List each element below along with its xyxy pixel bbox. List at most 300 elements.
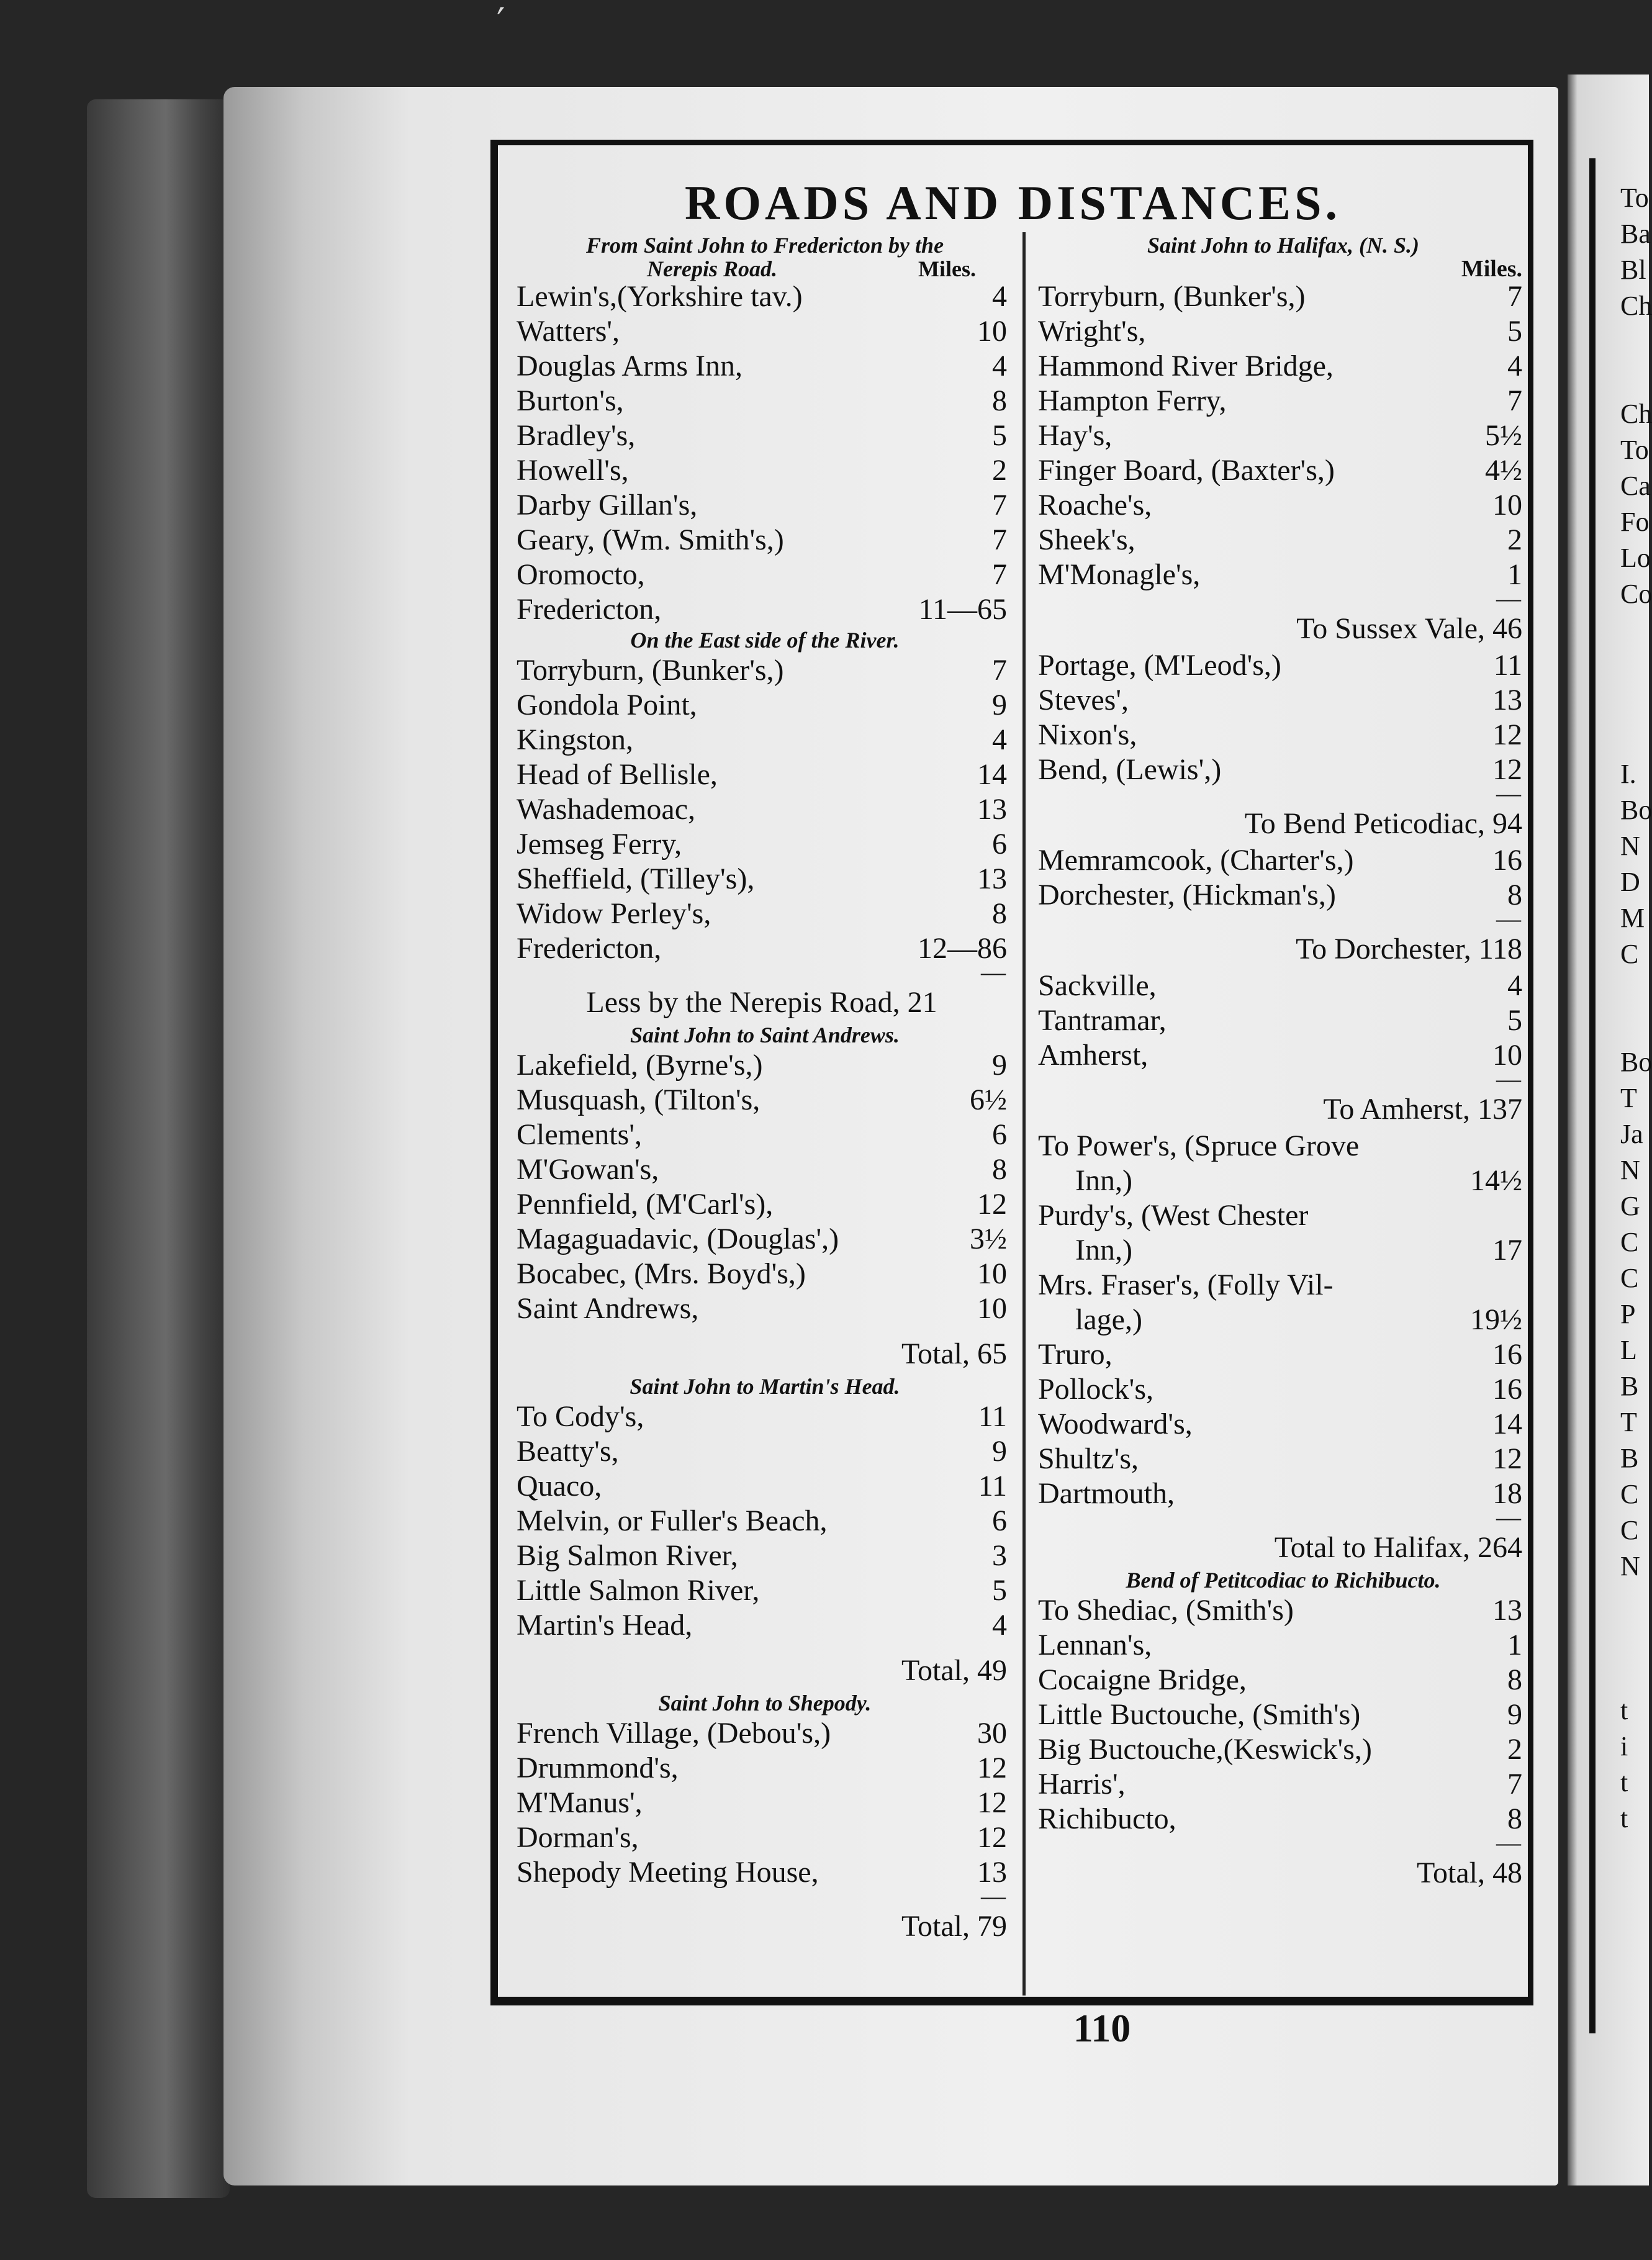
distance-row: [1038, 1337, 1528, 1372]
adjacent-page-fragment: M: [1620, 903, 1645, 933]
shepody-list: [517, 1716, 1013, 1890]
adjacent-page-fragment: t: [1620, 1767, 1628, 1797]
place-name: Widow Perley's,: [517, 897, 711, 930]
distance-row: [517, 1469, 1013, 1504]
halifax-list-5-wrapped: [1038, 1129, 1528, 1337]
section-heading-cont: Nerepis Road.: [647, 256, 777, 281]
miles-value: 19½: [1470, 1303, 1522, 1336]
miles-value: 5½: [1485, 419, 1522, 452]
total-rule: —: [1496, 905, 1521, 933]
distance-row: [1038, 1407, 1528, 1442]
section-subtotal: To Bend Peticodiac, 94: [1244, 807, 1522, 840]
distance-row: [1038, 1697, 1528, 1732]
distance-row: [1038, 453, 1528, 488]
place-name: Jemseg Ferry,: [517, 828, 682, 861]
distance-row: [517, 314, 1013, 349]
place-name: Nixon's,: [1038, 718, 1137, 751]
adjacent-page-fragment: [1620, 972, 1649, 1008]
halifax-list-5: [1038, 1337, 1528, 1511]
adjacent-page-fragment: [1620, 324, 1649, 360]
place-name: Oromocto,: [517, 558, 645, 591]
place-name: Harris',: [1038, 1768, 1126, 1801]
place-name: Finger Board, (Baxter's,): [1038, 454, 1335, 487]
section-subtotal: To Dorchester, 118: [1296, 933, 1522, 965]
place-name: Big Buctouche,(Keswick's,): [1038, 1733, 1372, 1766]
adjacent-page-fragment: N: [1620, 1551, 1640, 1581]
place-name-continued: Inn,): [1075, 1164, 1132, 1197]
distance-row: [1038, 1442, 1528, 1476]
section-heading: Saint John to Martin's Head.: [630, 1374, 900, 1399]
section-total: Total, 48: [1417, 1856, 1522, 1889]
miles-value: 9: [992, 1049, 1007, 1082]
adjacent-page-fragment: G: [1620, 1191, 1640, 1221]
distance-row: [1038, 1003, 1528, 1038]
miles-value: 14: [977, 758, 1007, 791]
distance-row: [517, 653, 1013, 688]
miles-value: 5: [1507, 1004, 1522, 1037]
distance-row: [1038, 314, 1528, 349]
place-name: Geary, (Wm. Smith's,): [517, 523, 784, 556]
adjacent-page-fragment: To: [1620, 183, 1649, 213]
distance-row: [517, 862, 1013, 897]
place-name: Dorman's,: [517, 1821, 639, 1854]
total-rule: —: [1496, 584, 1521, 612]
adjacent-page-fragment: t: [1620, 1803, 1628, 1833]
distance-row: [517, 523, 1013, 558]
place-name: Sheek's,: [1038, 523, 1135, 556]
miles-value: 3½: [970, 1223, 1007, 1255]
miles-value: 3: [992, 1539, 1007, 1572]
distance-row: [517, 1048, 1013, 1083]
distance-row: [517, 1291, 1013, 1326]
place-name: Pollock's,: [1038, 1373, 1153, 1406]
adjacent-page-fragment: t: [1620, 1695, 1628, 1725]
distance-row: [1038, 1732, 1528, 1767]
adjacent-page-fragment: Lo: [1620, 543, 1651, 573]
miles-value: 6: [992, 828, 1007, 861]
page-title: ROADS AND DISTANCES.: [685, 176, 1341, 230]
richibucto-list: [1038, 1593, 1528, 1837]
distance-row: [1038, 1129, 1528, 1164]
miles-value: 13: [1492, 1594, 1522, 1627]
adjacent-page-fragment: I.: [1620, 759, 1636, 789]
place-name: Sackville,: [1038, 969, 1157, 1002]
halifax-list-3: [1038, 843, 1528, 913]
distance-row: [517, 827, 1013, 862]
section-heading: From Saint John to Fredericton by the: [585, 233, 944, 258]
saint-andrews-list: [517, 1048, 1013, 1326]
miles-value: 10: [1492, 489, 1522, 522]
miles-value: 4: [992, 280, 1007, 313]
distance-row: [1038, 523, 1528, 558]
adjacent-page-fragment: B: [1620, 1371, 1639, 1401]
place-name: Portage, (M'Leod's,): [1038, 649, 1281, 682]
adjacent-page-fragment: Bo: [1620, 795, 1652, 825]
place-name: Fredericton,: [517, 593, 662, 626]
adjacent-page-fragment: [1620, 612, 1649, 648]
miles-value: 11: [1493, 649, 1522, 682]
miles-value: 18: [1492, 1477, 1522, 1510]
place-name: Magaguadavic, (Douglas',): [517, 1223, 839, 1255]
miles-value: 6½: [970, 1083, 1007, 1116]
distance-row-continued: [1038, 1303, 1528, 1337]
miles-value: 5: [992, 419, 1007, 452]
place-name: Martin's Head,: [517, 1609, 693, 1642]
distance-row: [517, 1083, 1013, 1118]
place-name-continued: Inn,): [1075, 1234, 1132, 1267]
distance-row: [1038, 843, 1528, 878]
miles-value: 4: [992, 350, 1007, 382]
miles-value: 10: [977, 315, 1007, 348]
total-rule: —: [981, 1882, 1006, 1910]
miles-value: 8: [1507, 879, 1522, 911]
book-binding: [87, 99, 230, 2198]
adjacent-page-fragment: Bl: [1620, 255, 1646, 285]
adjacent-page-fragment: T: [1620, 1083, 1637, 1113]
miles-value: 2: [1507, 1733, 1522, 1766]
adjacent-page-fragment: [1620, 360, 1649, 396]
distance-row: [517, 897, 1013, 931]
miles-value: 7: [1507, 384, 1522, 417]
miles-value: 9: [992, 689, 1007, 721]
distance-row: [1038, 753, 1528, 787]
adjacent-page-fragment: [1620, 648, 1649, 684]
distance-row: [517, 792, 1013, 827]
place-name: Lakefield, (Byrne's,): [517, 1049, 763, 1082]
place-name: Burton's,: [517, 384, 624, 417]
place-name: Dorchester, (Hickman's,): [1038, 879, 1336, 911]
place-name: M'Gowan's,: [517, 1153, 659, 1186]
adjacent-page-fragment: C: [1620, 1479, 1639, 1509]
adjacent-page-text: [1620, 180, 1652, 1873]
miles-value: 13: [1492, 684, 1522, 716]
distance-row: [517, 1222, 1013, 1257]
miles-value: 4: [992, 723, 1007, 756]
section-total: Total, 49: [901, 1654, 1007, 1687]
distance-row: [517, 1855, 1013, 1890]
adjacent-page-fragment: [1620, 1584, 1649, 1620]
miles-value: 9: [992, 1435, 1007, 1468]
miles-value: 14½: [1470, 1164, 1522, 1197]
place-name: Douglas Arms Inn,: [517, 350, 742, 382]
section-heading: Saint John to Shepody.: [658, 1691, 872, 1715]
distance-row: [1038, 1628, 1528, 1663]
place-name: Hammond River Bridge,: [1038, 350, 1334, 382]
miles-value: 8: [992, 1153, 1007, 1186]
miles-value: 12: [977, 1752, 1007, 1784]
miles-label: Miles.: [918, 256, 976, 281]
adjacent-page-fragment: [1620, 720, 1649, 756]
distance-row-continued: [1038, 1164, 1528, 1198]
adjacent-page-fragment: [1620, 1837, 1649, 1873]
distance-row: [517, 1399, 1013, 1434]
adjacent-page-fragment: Ja: [1620, 1119, 1643, 1149]
place-name: Head of Bellisle,: [517, 758, 718, 791]
miles-value: 1: [1507, 1629, 1522, 1661]
miles-value: 12: [977, 1821, 1007, 1854]
halifax-list-1: [1038, 279, 1528, 592]
place-name: Steves',: [1038, 684, 1129, 716]
adjacent-page-fragment: T: [1620, 1407, 1637, 1437]
miles-value: 13: [977, 862, 1007, 895]
place-name: Beatty's,: [517, 1435, 619, 1468]
section-total: Total to Halifax, 264: [1274, 1531, 1522, 1564]
miles-value: 4½: [1485, 454, 1522, 487]
miles-value: 9: [1507, 1698, 1522, 1731]
place-name: Torryburn, (Bunker's,): [517, 654, 784, 687]
adjacent-page-fragment: B: [1620, 1443, 1639, 1473]
place-name: Lewin's,(Yorkshire tav.): [517, 280, 803, 313]
distance-row: [517, 1716, 1013, 1751]
miles-value: 11: [978, 1470, 1007, 1503]
distance-row: [517, 1504, 1013, 1539]
miles-value: 16: [1492, 1373, 1522, 1406]
distance-row: [1038, 418, 1528, 453]
distance-row: [517, 1608, 1013, 1643]
miles-value: 14: [1492, 1408, 1522, 1440]
distance-row: [517, 279, 1013, 314]
adjacent-page-fragment: [1620, 684, 1649, 720]
place-name: Purdy's, (West Chester: [1038, 1199, 1309, 1232]
distance-row: [1038, 1663, 1528, 1697]
page-number: 110: [1073, 2006, 1131, 2050]
distance-row-continued: [1038, 1233, 1528, 1268]
place-name: Bocabec, (Mrs. Boyd's,): [517, 1257, 806, 1290]
distance-row: [517, 1152, 1013, 1187]
distance-row: [1038, 1372, 1528, 1407]
distance-row: [1038, 648, 1528, 683]
miles-value: 8: [992, 384, 1007, 417]
miles-value: 16: [1492, 1338, 1522, 1371]
place-name: Darby Gillan's,: [517, 489, 698, 522]
distance-row: [1038, 279, 1528, 314]
place-name: To Cody's,: [517, 1400, 644, 1433]
place-name: Cocaigne Bridge,: [1038, 1663, 1247, 1696]
miles-value: 7: [1507, 280, 1522, 313]
place-name: M'Monagle's,: [1038, 558, 1201, 591]
distance-row: [1038, 349, 1528, 384]
distance-row: [1038, 878, 1528, 913]
place-name: To Power's, (Spruce Grove: [1038, 1129, 1360, 1162]
place-name: Hampton Ferry,: [1038, 384, 1227, 417]
place-name: Quaco,: [517, 1470, 602, 1503]
martins-head-list: [517, 1399, 1013, 1643]
miles-value: 8: [1507, 1663, 1522, 1696]
miles-value: 8: [1507, 1802, 1522, 1835]
place-name: Truro,: [1038, 1338, 1113, 1371]
miles-value: 17: [1492, 1234, 1522, 1267]
left-column: [517, 232, 1013, 1946]
right-column: [1038, 232, 1528, 1892]
distance-row: [1038, 1802, 1528, 1837]
place-name: French Village, (Debou's,): [517, 1717, 831, 1750]
miles-value: 4: [1507, 350, 1522, 382]
distance-row: [1038, 1038, 1528, 1073]
distance-row: [1038, 1268, 1528, 1303]
adjacent-page-fragment: Ch: [1620, 399, 1652, 429]
miles-value: 30: [977, 1717, 1007, 1750]
adjacent-page-fragment: L: [1620, 1335, 1637, 1365]
roads-table: [490, 140, 1533, 2005]
miles-value: 10: [1492, 1039, 1522, 1072]
heading-line-2: [517, 258, 1013, 279]
place-name: Richibucto,: [1038, 1802, 1176, 1835]
section-heading: Saint John to Halifax, (N. S.): [1147, 233, 1420, 258]
section-heading: On the East side of the River.: [630, 628, 900, 653]
adjacent-page-fragment: [1620, 1657, 1649, 1693]
distance-row: [517, 488, 1013, 523]
adjacent-page-fragment: P: [1620, 1299, 1636, 1329]
miles-value: 11: [978, 1400, 1007, 1433]
place-name: Lennan's,: [1038, 1629, 1152, 1661]
miles-value: 1: [1507, 558, 1522, 591]
place-name-continued: lage,): [1075, 1303, 1142, 1336]
section-subtotal: To Amherst, 137: [1323, 1093, 1522, 1126]
miles-value: 7: [992, 523, 1007, 556]
adjacent-page-fragment: [1620, 1620, 1649, 1657]
adjacent-page-fragment: N: [1620, 1155, 1640, 1185]
section-total: Total, 65: [901, 1337, 1007, 1370]
adjacent-page-fragment: D: [1620, 867, 1640, 897]
adjacent-page-fragment: Co: [1620, 579, 1652, 609]
section-total: Total, 79: [901, 1910, 1007, 1943]
adjacent-page-fragment: i: [1620, 1731, 1628, 1761]
distance-row: [1038, 1198, 1528, 1233]
miles-value: 10: [977, 1292, 1007, 1325]
adjacent-page-fragment: Bo: [1620, 1047, 1652, 1077]
place-name: Big Salmon River,: [517, 1539, 738, 1572]
miles-value: 12: [1492, 1442, 1522, 1475]
distance-row: [517, 1187, 1013, 1222]
section-heading: Bend of Petitcodiac to Richibucto.: [1126, 1568, 1441, 1593]
distance-row: [517, 384, 1013, 418]
distance-row: [1038, 718, 1528, 753]
total-rule: —: [1496, 1503, 1521, 1531]
distance-row: [517, 349, 1013, 384]
distance-row: [517, 1118, 1013, 1152]
total-rule: —: [1496, 1828, 1521, 1856]
place-name: Gondola Point,: [517, 689, 697, 721]
place-name: Shultz's,: [1038, 1442, 1139, 1475]
miles-value: 2: [992, 454, 1007, 487]
miles-value: 12—86: [918, 932, 1007, 965]
place-name: Memramcook, (Charter's,): [1038, 844, 1354, 877]
distance-row: [517, 1820, 1013, 1855]
distance-row: [517, 1257, 1013, 1291]
adjacent-page-border: [1589, 158, 1596, 2033]
miles-value: 12: [1492, 753, 1522, 786]
place-name: Hay's,: [1038, 419, 1113, 452]
place-name: Washademoac,: [517, 793, 695, 826]
distance-row: [1038, 683, 1528, 718]
adjacent-page-fragment: Ba: [1620, 219, 1651, 249]
place-name: Dartmouth,: [1038, 1477, 1175, 1510]
miles-value: 13: [977, 793, 1007, 826]
distance-row: [517, 757, 1013, 792]
miles-value: 5: [1507, 315, 1522, 348]
distance-row: [517, 592, 1013, 627]
distance-row: [1038, 1767, 1528, 1802]
place-name: Sheffield, (Tilley's),: [517, 862, 755, 895]
place-name: Mrs. Fraser's, (Folly Vil-: [1038, 1268, 1334, 1301]
distance-row: [517, 1539, 1013, 1573]
miles-value: 12: [977, 1786, 1007, 1819]
miles-value: 4: [992, 1609, 1007, 1642]
miles-value: 7: [992, 489, 1007, 522]
miles-value: 7: [1507, 1768, 1522, 1801]
distance-row: [517, 1573, 1013, 1608]
halifax-list-2: [1038, 648, 1528, 787]
distance-row: [517, 453, 1013, 488]
place-name: Bend, (Lewis',): [1038, 753, 1222, 786]
distance-row: [1038, 384, 1528, 418]
distance-row: [1038, 558, 1528, 592]
adjacent-page-fragment: C: [1620, 1515, 1639, 1545]
place-name: Drummond's,: [517, 1752, 679, 1784]
section-total: Less by the Nerepis Road, 21: [586, 986, 937, 1019]
column-divider: [1022, 232, 1026, 1996]
miles-value: 12: [977, 1188, 1007, 1221]
place-name: Wright's,: [1038, 315, 1146, 348]
place-name: Fredericton,: [517, 932, 662, 965]
adjacent-page-fragment: Fo: [1620, 507, 1650, 537]
distance-row: [517, 1751, 1013, 1786]
miles-value: 11—65: [918, 593, 1007, 626]
fredericton-east-list: [517, 653, 1013, 966]
miles-value: 7: [992, 654, 1007, 687]
place-name: Torryburn, (Bunker's,): [1038, 280, 1306, 313]
distance-row: [517, 418, 1013, 453]
place-name: Roache's,: [1038, 489, 1152, 522]
fredericton-nerepis-list: [517, 279, 1013, 627]
place-name: Watters',: [517, 315, 620, 348]
place-name: Melvin, or Fuller's Beach,: [517, 1504, 828, 1537]
distance-row: [1038, 488, 1528, 523]
section-heading: Saint John to Saint Andrews.: [630, 1023, 900, 1047]
place-name: Kingston,: [517, 723, 634, 756]
place-name: Woodward's,: [1038, 1408, 1193, 1440]
miles-value: 6: [992, 1118, 1007, 1151]
adjacent-page-fragment: To: [1620, 435, 1649, 465]
distance-row: [517, 723, 1013, 757]
place-name: Howell's,: [517, 454, 629, 487]
place-name: Clements',: [517, 1118, 642, 1151]
miles-value: 13: [977, 1856, 1007, 1889]
place-name: Amherst,: [1038, 1039, 1149, 1072]
place-name: Saint Andrews,: [517, 1292, 699, 1325]
miles-value: 2: [1507, 523, 1522, 556]
distance-row: [517, 1434, 1013, 1469]
adjacent-page-fragment: Ch: [1620, 291, 1652, 321]
place-name: Musquash, (Tilton's,: [517, 1083, 761, 1116]
distance-row: [517, 688, 1013, 723]
distance-row: [1038, 1593, 1528, 1628]
miles-value: 4: [1507, 969, 1522, 1002]
adjacent-page-fragment: C: [1620, 1263, 1639, 1293]
place-name: Pennfield, (M'Carl's),: [517, 1188, 774, 1221]
total-rule: —: [1496, 779, 1521, 807]
total-rule: —: [1496, 1065, 1521, 1093]
scan-mark: ′: [497, 0, 505, 43]
place-name: M'Manus',: [517, 1786, 643, 1819]
distance-row: [517, 558, 1013, 592]
miles-value: 7: [992, 558, 1007, 591]
adjacent-page-fragment: C: [1620, 1227, 1639, 1257]
distance-row: [517, 931, 1013, 966]
adjacent-page-fragment: [1620, 1008, 1649, 1044]
distance-row: [517, 1786, 1013, 1820]
place-name: To Shediac, (Smith's): [1038, 1594, 1294, 1627]
